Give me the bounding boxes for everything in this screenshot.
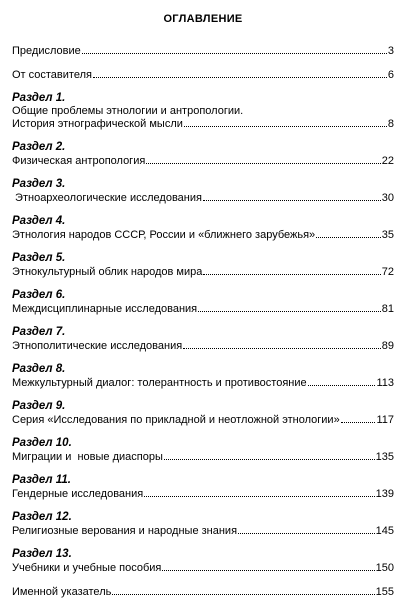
page-number: 22: [381, 155, 394, 167]
entry-title: Серия «Исследования по прикладной и неотложной этнологии»: [12, 414, 340, 426]
page-number: 8: [387, 118, 394, 130]
dot-leader: [162, 561, 374, 571]
dot-leader: [112, 585, 374, 595]
toc-entry-name-index: [12, 585, 394, 598]
section-label: Раздел 7.: [12, 326, 66, 338]
entry-title: Межкультурный диалог: толерантность и противостояние: [12, 377, 307, 389]
toc-entry-section-10: [12, 437, 394, 463]
page-number: 6: [387, 69, 394, 81]
page-number: 150: [375, 562, 394, 574]
entry-title: Этнология народов СССР, России и «ближнего зарубежья»: [12, 229, 316, 241]
toc-entry-section-12: [12, 511, 394, 537]
toc-entry-section-3: [12, 178, 394, 204]
section-label: Раздел 8.: [12, 363, 66, 375]
toc-list: [12, 44, 394, 598]
page-number: 81: [381, 303, 394, 315]
page-number: 89: [381, 340, 394, 352]
dot-leader: [238, 524, 375, 534]
page-number: 113: [376, 377, 394, 389]
toc-entry-preface: [12, 44, 394, 57]
dot-leader: [82, 44, 387, 54]
toc-entry-section-4: [12, 215, 394, 241]
entry-title: Религиозные верования и народные знания: [12, 525, 238, 537]
toc-entry-section-2: [12, 141, 394, 167]
page-number: 155: [375, 586, 394, 598]
dot-leader: [308, 376, 376, 386]
section-label: Раздел 6.: [12, 289, 66, 301]
dot-leader: [203, 191, 381, 201]
entry-title: Этнокультурный облик народов мира: [12, 266, 203, 278]
entry-title: Междисциплинарные исследования: [12, 303, 198, 315]
entry-title: Физическая антропология: [12, 155, 146, 167]
toc-entry-section-5: [12, 252, 394, 278]
toc-entry-from-compiler: [12, 68, 394, 81]
page-number: 117: [376, 414, 394, 426]
toc-entry-section-13: [12, 548, 394, 574]
section-label: Раздел 5.: [12, 252, 66, 264]
section-label: Раздел 9.: [12, 400, 66, 412]
entry-title: Именной указатель: [12, 586, 112, 598]
entry-title: Гендерные исследования: [12, 488, 144, 500]
entry-title-line1: Общие проблемы этнологии и антропологии.: [12, 105, 244, 117]
toc-entry-section-7: [12, 326, 394, 352]
page-number: 135: [375, 451, 394, 463]
page-title: ОГЛАВЛЕНИЕ: [163, 13, 243, 25]
dot-leader: [341, 413, 376, 423]
dot-leader: [146, 154, 380, 164]
section-label: Раздел 2.: [12, 141, 66, 153]
section-label: Раздел 4.: [12, 215, 66, 227]
section-label: Раздел 11.: [12, 474, 71, 486]
section-label: Раздел 1.: [12, 92, 66, 104]
entry-title: История этнографической мысли: [12, 118, 183, 130]
page-number: 145: [375, 525, 394, 537]
page-number: 3: [387, 45, 394, 57]
toc-page: [12, 12, 394, 609]
toc-entry-section-9: [12, 400, 394, 426]
page-number: 139: [375, 488, 394, 500]
section-label: Раздел 13.: [12, 548, 72, 560]
entry-title: Миграции и новые диаспоры: [12, 451, 163, 463]
dot-leader: [316, 228, 381, 238]
toc-entry-section-1: [12, 92, 394, 130]
dot-leader: [93, 68, 387, 78]
entry-title: Этнополитические исследования: [12, 340, 183, 352]
toc-entry-section-11: [12, 474, 394, 500]
entry-title: Предисловие: [12, 45, 81, 57]
section-label: Раздел 12.: [12, 511, 72, 523]
toc-entry-section-6: [12, 289, 394, 315]
dot-leader: [184, 117, 387, 127]
dot-leader: [203, 265, 380, 275]
page-number: 72: [381, 266, 394, 278]
dot-leader: [164, 450, 375, 460]
entry-title: Этноархеологические исследования: [12, 192, 202, 204]
dot-leader: [144, 487, 374, 497]
section-label: Раздел 10.: [12, 437, 72, 449]
dot-leader: [183, 339, 381, 349]
entry-title: От составителя: [12, 69, 92, 81]
entry-title: Учебники и учебные пособия: [12, 562, 162, 574]
section-label: Раздел 3.: [12, 178, 66, 190]
dot-leader: [198, 302, 381, 312]
page-number: 35: [381, 229, 394, 241]
page-number: 30: [381, 192, 394, 204]
toc-entry-section-8: [12, 363, 394, 389]
